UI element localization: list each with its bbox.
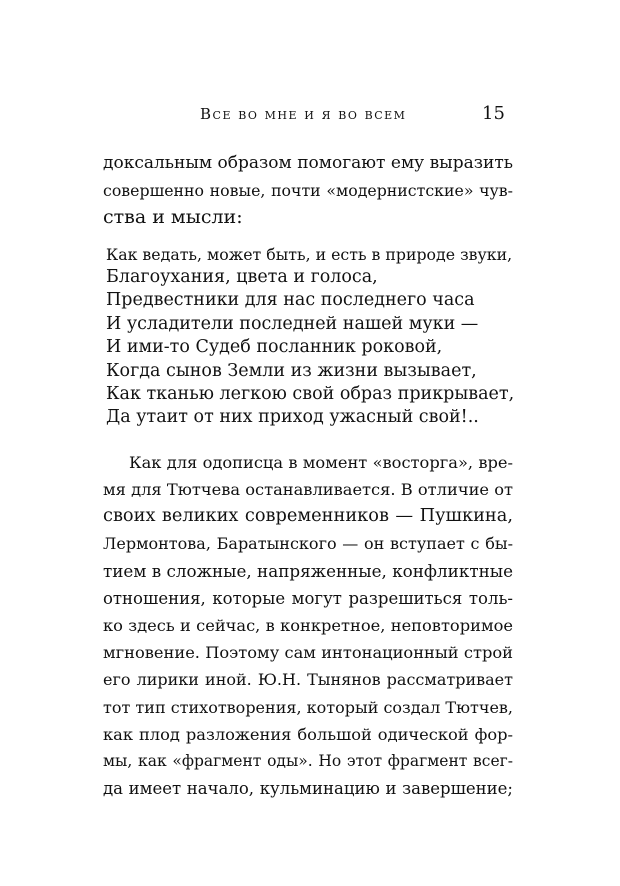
verse-line: Когда сынов Земли из жизни вызывает, [106, 360, 477, 381]
text-line: доксальным образом помогают ему выразить [103, 153, 513, 173]
verse-line: Как ведать, может быть, и есть в природе звуки, [106, 244, 513, 264]
text-line: тием в сложные, напряженные, конфликтные [103, 560, 513, 581]
verse-line: Как тканью легкою свой образ прикрывает, [106, 384, 515, 405]
verse-line: И усладители последней нашей муки — [106, 313, 479, 334]
page-number: 15 [482, 103, 505, 124]
text-line: отношения, которые могут разрешиться толь- [103, 588, 513, 608]
text-line: да имеет начало, кульминацию и завершение; [103, 779, 513, 799]
verse-line: Благоухания, цвета и голоса, [106, 267, 378, 288]
text-line: ства и мысли: [103, 206, 243, 229]
text-line: его лирики иной. Ю.Н. Тынянов рассматривает [103, 670, 513, 690]
verse-line: Предвестники для нас последнего часа [106, 290, 475, 311]
text-line: тот тип стихотворения, который создал Тютчев, [103, 697, 514, 717]
running-title: Все во мне и я во всем [200, 105, 407, 123]
text-line: своих великих современников — Пушкина, [103, 506, 513, 527]
page-body [103, 150, 513, 803]
verse-line: И ими-то Судеб посланник роковой, [106, 337, 443, 358]
text-line: Как для одописца в момент «восторга», вре- [129, 452, 513, 472]
paragraph-continuation [103, 150, 513, 232]
running-head [0, 103, 620, 127]
poem-quote [103, 243, 513, 430]
text-line: мя для Тютчева останавливается. В отличие от [103, 480, 513, 500]
paragraph [103, 449, 513, 803]
text-line: как плод разложения большой одической фор- [103, 724, 513, 744]
text-line: мы, как «фрагмент оды». Но этот фрагмент всег- [103, 752, 513, 771]
text-line: ко здесь и сейчас, в конкретное, неповторимое [103, 616, 513, 636]
text-line: Лермонтова, Баратынского — он вступает с бы- [103, 534, 513, 554]
verse-line: Да утаит от них приход ужасный свой!.. [106, 407, 479, 428]
text-line: совершенно новые, почти «модернистские» чув- [103, 181, 513, 201]
text-line: мгновение. Поэтому сам интонационный строй [103, 643, 513, 663]
